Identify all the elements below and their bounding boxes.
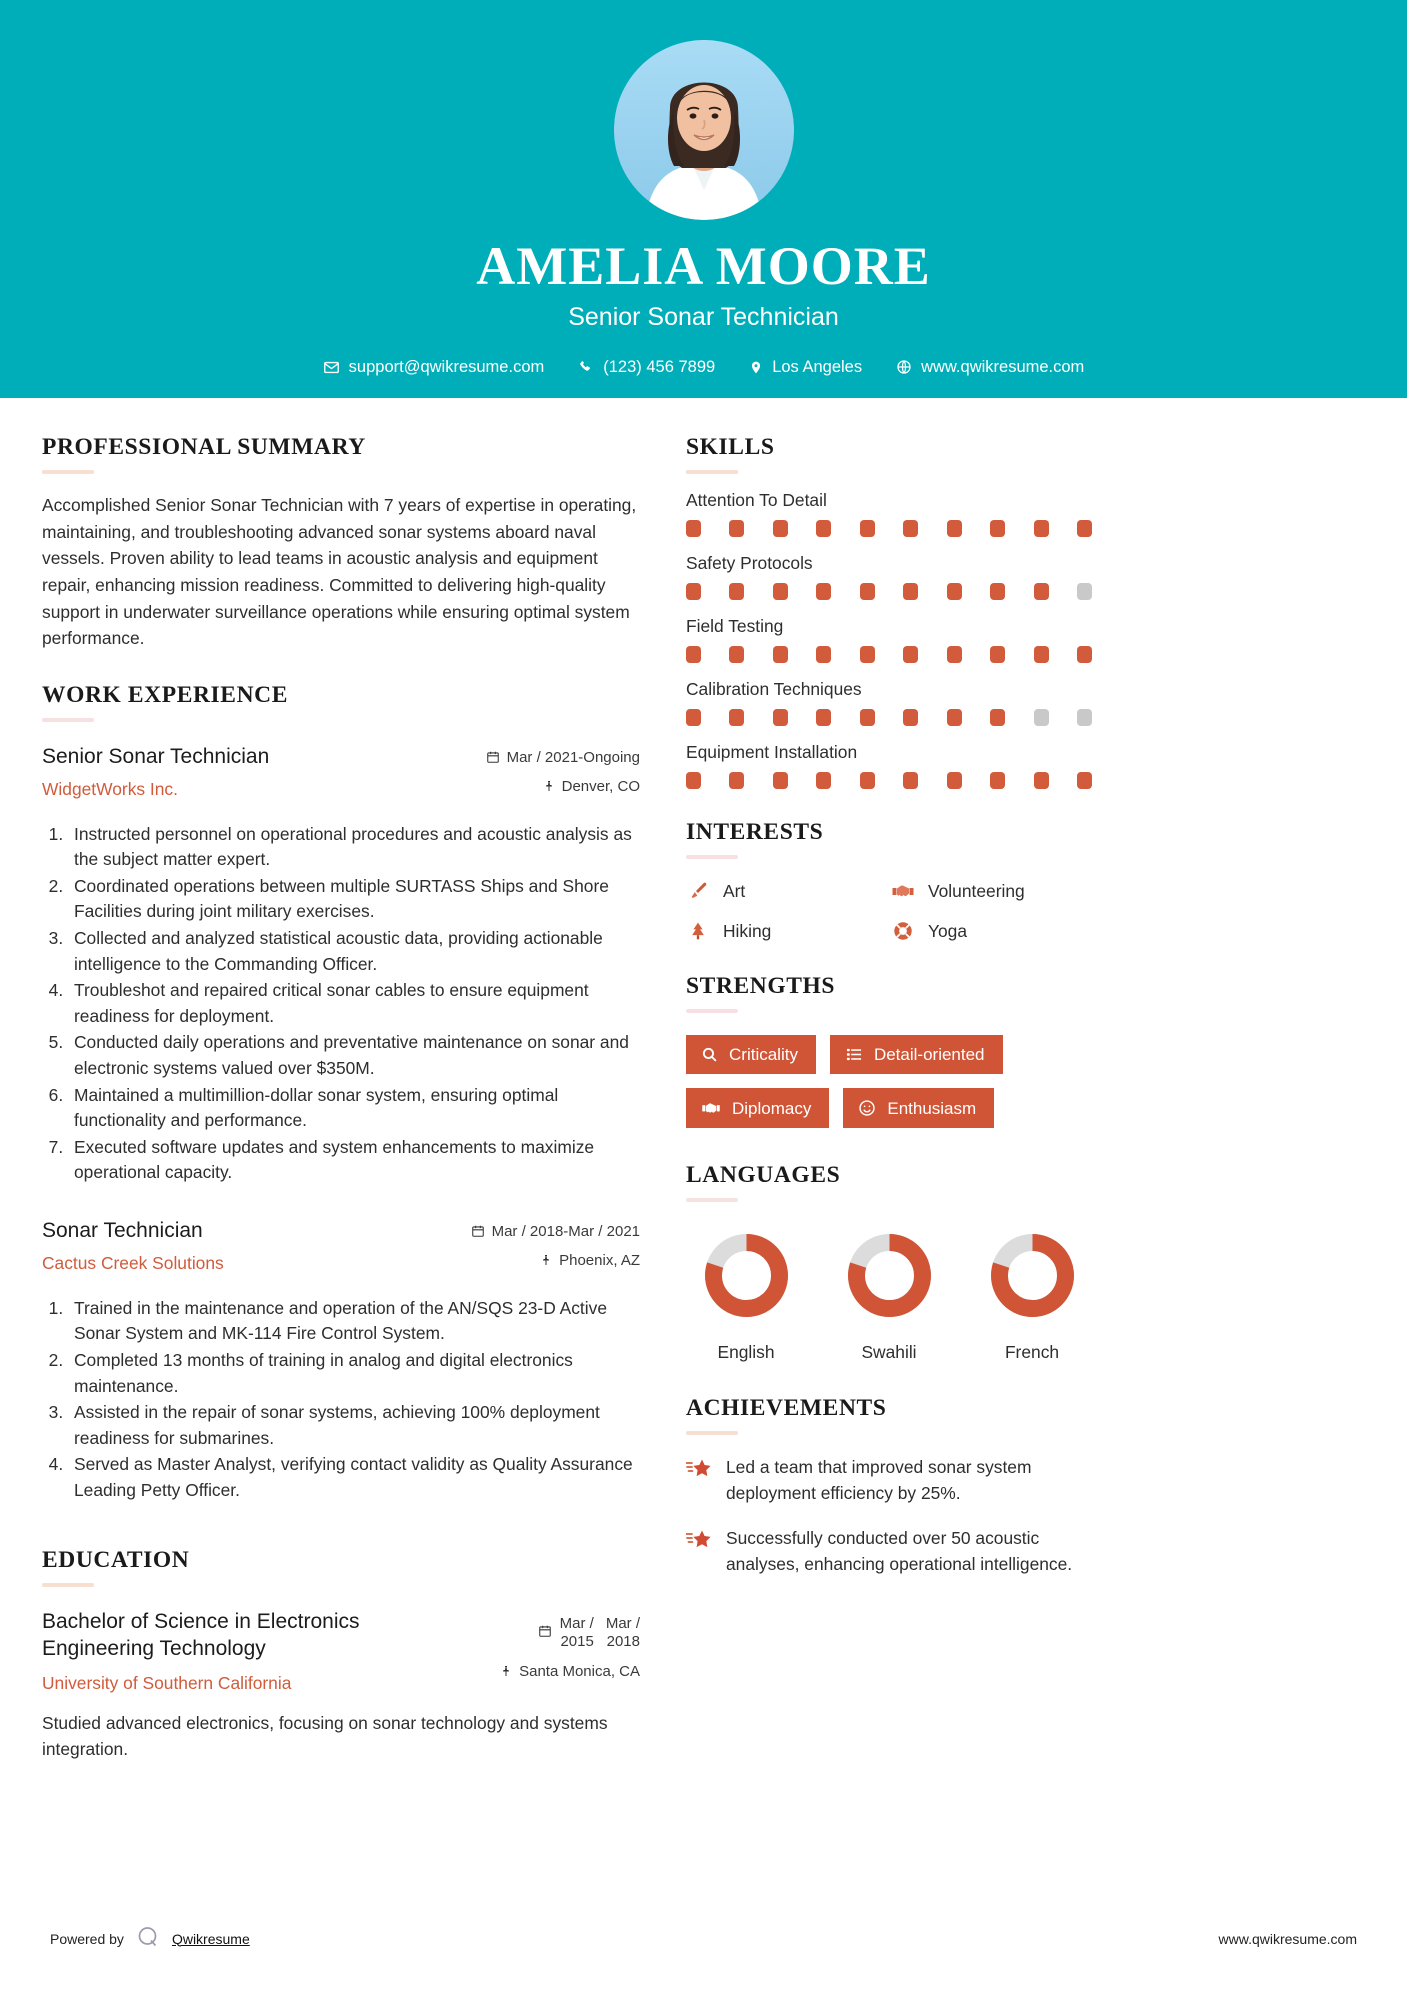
right-column: [678, 434, 1096, 1766]
skill-dot-filled: [860, 772, 875, 789]
section-skills: [686, 434, 1096, 789]
section-professional-summary: [42, 434, 640, 652]
list-item: 7. Executed software updates and system enhancements to maximize operational capacity.: [68, 1135, 640, 1186]
skill-dot-empty: [1077, 709, 1092, 726]
strengths-heading: STRENGTHS: [686, 973, 836, 999]
education-end-year: 2018: [606, 1633, 640, 1651]
skill-dot-filled: [860, 583, 875, 600]
skill-dot-filled: [816, 520, 831, 537]
strength-label: Enthusiasm: [887, 1098, 977, 1118]
powered-by-label: Powered by: [50, 1930, 124, 1947]
section-education: [42, 1547, 640, 1762]
skill-dot-filled: [947, 646, 962, 663]
strength-chip-diplomacy[interactable]: [686, 1088, 829, 1128]
language-item: [972, 1228, 1092, 1363]
skills-heading: SKILLS: [686, 434, 775, 460]
skill-rating: [686, 772, 1092, 789]
skill-rating: [686, 709, 1092, 726]
section-rule: [686, 1009, 738, 1013]
skill-dot-filled: [860, 646, 875, 663]
contact-location-text: Los Angeles: [772, 357, 863, 376]
skill-dot-filled: [686, 772, 701, 789]
section-rule: [686, 1431, 738, 1435]
list-icon: [845, 1046, 863, 1063]
achievements-heading: ACHIEVEMENTS: [686, 1395, 887, 1421]
language-item: [686, 1228, 806, 1363]
summary-text: Accomplished Senior Sonar Technician with 7 years of expertise in operating, maintaining, and troubleshooting advanced sonar systems aboard naval vessels. Proven ability to lead teams in acoustic analysis and equipment repair, enhancing mission readiness. Committed to delivering high-quality support in underwater surveillance operations while ensuring optimal system performance.: [42, 495, 637, 649]
skill-dot-filled: [686, 646, 701, 663]
skill-dot-filled: [947, 583, 962, 600]
location-pin-icon: [749, 359, 763, 376]
skill-dot-filled: [773, 520, 788, 537]
skill-dot-filled: [729, 583, 744, 600]
skill-dot-filled: [729, 709, 744, 726]
skill-dot-filled: [903, 709, 918, 726]
skill-dot-filled: [903, 646, 918, 663]
skill-dot-filled: [1034, 583, 1049, 600]
skill-rating: [686, 583, 1092, 600]
skill-label: Safety Protocols: [686, 553, 813, 573]
skill-dot-filled: [1077, 772, 1092, 789]
list-item: 4. Troubleshot and repaired critical sonar cables to ensure equipment readiness for deployment.: [68, 978, 640, 1029]
brand-link[interactable]: Qwikresume: [171, 1930, 250, 1947]
globe-icon: [896, 359, 912, 375]
interest-item: [686, 919, 891, 943]
strength-label: Criticality: [729, 1045, 798, 1064]
skill-item: [686, 616, 1096, 663]
language-label: Swahili: [861, 1342, 917, 1362]
resume-body: [0, 398, 1407, 1766]
skill-dot-filled: [903, 520, 918, 537]
contact-website-text: www.qwikresume.com: [921, 357, 1085, 376]
skill-dot-filled: [816, 709, 831, 726]
skill-dot-filled: [729, 520, 744, 537]
section-achievements: [686, 1395, 1096, 1577]
interest-item: [891, 879, 1096, 903]
list-item: 4. Served as Master Analyst, verifying contact validity as Quality Assurance Leading Petty Officer.: [68, 1452, 640, 1503]
achievement-text: Successfully conducted over 50 acoustic analyses, enhancing operational intelligence.: [726, 1528, 1073, 1574]
job-bullets: [42, 1296, 640, 1504]
qwikresume-logo-icon: [136, 1925, 160, 1952]
skill-dot-filled: [816, 772, 831, 789]
skill-dot-filled: [686, 520, 701, 537]
section-rule: [686, 855, 738, 859]
education-school: University of Southern California: [42, 1673, 292, 1694]
avatar-photo: [614, 40, 794, 220]
skill-label: Attention To Detail: [686, 490, 827, 510]
contact-website[interactable]: [879, 358, 1101, 377]
skill-dot-filled: [990, 646, 1005, 663]
list-item: 3. Collected and analyzed statistical acoustic data, providing actionable intelligence to the Commanding Officer.: [68, 926, 640, 977]
envelope-icon: [323, 359, 340, 376]
job-dates-text: Mar / 2021-Ongoing: [506, 748, 640, 766]
skill-dot-filled: [1077, 520, 1092, 537]
smiley-icon: [858, 1099, 876, 1117]
interest-label: Art: [723, 880, 746, 901]
achievement-text: Led a team that improved sonar system deployment efficiency by 25%.: [726, 1457, 1032, 1503]
skill-dot-filled: [947, 709, 962, 726]
language-item: [829, 1228, 949, 1363]
job-location-text: Phoenix, AZ: [559, 1251, 640, 1269]
skill-dot-filled: [686, 583, 701, 600]
language-donut: [985, 1228, 1080, 1328]
calendar-icon: [538, 1624, 552, 1642]
phone-icon: [578, 359, 594, 375]
education-dates: [500, 1615, 640, 1650]
skill-item: [686, 553, 1096, 600]
skill-dot-filled: [990, 709, 1005, 726]
summary-heading: PROFESSIONAL SUMMARY: [42, 434, 366, 460]
skill-dot-filled: [990, 583, 1005, 600]
footer: [0, 1925, 1407, 1952]
skill-dot-filled: [816, 646, 831, 663]
job-dates: [471, 1223, 640, 1240]
page-title: AMELIA MOORE: [476, 236, 931, 296]
strength-chip-criticality[interactable]: [686, 1035, 816, 1074]
handshake-icon: [701, 1100, 721, 1117]
strength-label: Detail-oriented: [873, 1045, 985, 1064]
interest-item: [891, 919, 1096, 943]
list-item: 2. Completed 13 months of training in analog and digital electronics maintenance.: [68, 1348, 640, 1399]
contact-email-text: support@qwikresume.com: [348, 357, 545, 376]
skill-dot-filled: [1034, 772, 1049, 789]
pin-icon: [543, 779, 555, 793]
magnifier-icon: [701, 1046, 718, 1063]
list-item: 2. Coordinated operations between multiple SURTASS Ships and Shore Facilities during joint military exercises.: [68, 874, 640, 925]
education-heading: EDUCATION: [42, 1547, 190, 1574]
section-rule: [42, 718, 94, 722]
calendar-icon: [486, 750, 500, 764]
handshake-icon: [891, 879, 915, 903]
skill-label: Equipment Installation: [686, 742, 858, 762]
skill-label: Field Testing: [686, 616, 784, 636]
skill-dot-filled: [860, 520, 875, 537]
job-company: WidgetWorks Inc.: [42, 779, 178, 799]
list-item: 1. Trained in the maintenance and operation of the AN/SQS 23-D Active Sonar System and MK-114 Fire Control System.: [68, 1296, 640, 1347]
strength-label: Diplomacy: [732, 1098, 812, 1118]
skill-item: [686, 490, 1096, 537]
language-donut: [842, 1228, 937, 1328]
skill-dot-filled: [773, 709, 788, 726]
skill-dot-filled: [947, 520, 962, 537]
job-role: Senior Sonar Technician: [42, 744, 270, 768]
skill-dot-filled: [729, 646, 744, 663]
skill-dot-filled: [816, 583, 831, 600]
skill-dot-filled: [686, 709, 701, 726]
education-end-month: Mar /: [605, 1615, 640, 1633]
strength-chip-detail-oriented[interactable]: [830, 1035, 1003, 1074]
shooting-star-icon: [686, 1528, 712, 1557]
interest-label: Yoga: [928, 920, 968, 941]
job-dates: [486, 749, 640, 766]
language-label: French: [1004, 1342, 1060, 1362]
education-start-year: 2015: [560, 1633, 594, 1651]
job-bullets: [42, 822, 640, 1186]
work-entry: [42, 1218, 640, 1504]
skill-item: [686, 742, 1096, 789]
skill-dot-filled: [1034, 646, 1049, 663]
skill-dot-filled: [1077, 646, 1092, 663]
education-start-month: Mar /: [559, 1615, 594, 1633]
contact-phone[interactable]: [561, 358, 732, 377]
skill-dot-filled: [990, 520, 1005, 537]
interest-label: Hiking: [723, 920, 772, 941]
contact-row: [306, 358, 1102, 377]
powered-by: [50, 1925, 250, 1952]
strengths-list: [686, 1035, 1096, 1128]
skill-dot-filled: [903, 583, 918, 600]
list-item: 1. Instructed personnel on operational procedures and acoustic analysis as the subject matter expert.: [68, 822, 640, 873]
job-dates-text: Mar / 2018-Mar / 2021: [491, 1222, 640, 1240]
strength-chip-enthusiasm[interactable]: [843, 1088, 994, 1128]
skill-label: Calibration Techniques: [686, 679, 862, 699]
job-location: [471, 1252, 640, 1269]
education-degree: Bachelor of Science in Electronics Engineering Technology: [42, 1610, 360, 1661]
section-rule: [686, 1198, 738, 1202]
education-location-text: Santa Monica, CA: [519, 1662, 640, 1680]
language-label: English: [717, 1342, 775, 1362]
pin-icon: [540, 1253, 552, 1267]
skill-dot-filled: [947, 772, 962, 789]
contact-email[interactable]: [306, 358, 562, 377]
interests-heading: INTERESTS: [686, 819, 824, 845]
languages-row: [686, 1228, 1092, 1363]
interest-item: [686, 879, 891, 903]
work-heading: WORK EXPERIENCE: [42, 681, 288, 708]
education-entry: [42, 1609, 640, 1762]
interests-grid: [686, 879, 1096, 943]
list-item: 5. Conducted daily operations and preventative maintenance on sonar and electronic systems valued over $350M.: [68, 1030, 640, 1081]
section-work-experience: [42, 682, 640, 1504]
section-languages: [686, 1162, 1096, 1363]
achievement-item: [686, 1526, 1096, 1577]
job-role: Sonar Technician: [42, 1218, 203, 1242]
skill-rating: [686, 646, 1092, 663]
skill-dot-filled: [990, 772, 1005, 789]
language-donut: [699, 1228, 794, 1328]
work-entry: [42, 744, 640, 1186]
skill-dot-empty: [1034, 709, 1049, 726]
pin-icon: [500, 1664, 512, 1678]
paintbrush-icon: [686, 879, 710, 903]
education-description: Studied advanced electronics, focusing on sonar technology and systems integration.: [42, 1713, 608, 1760]
skill-rating: [686, 520, 1092, 537]
list-item: 3. Assisted in the repair of sonar systems, achieving 100% deployment readiness for submarines.: [68, 1400, 640, 1451]
skill-dot-filled: [773, 583, 788, 600]
skill-dot-empty: [1077, 583, 1092, 600]
job-title: Senior Sonar Technician: [568, 302, 839, 331]
avatar: [614, 40, 794, 220]
skill-dot-filled: [903, 772, 918, 789]
calendar-icon: [471, 1224, 485, 1238]
skill-item: [686, 679, 1096, 726]
resume-header: [0, 0, 1407, 398]
shooting-star-icon: [686, 1457, 712, 1486]
section-interests: [686, 819, 1096, 943]
contact-phone-text: (123) 456 7899: [603, 357, 716, 376]
list-item: 6. Maintained a multimillion-dollar sonar system, ensuring optimal functionality and performance.: [68, 1083, 640, 1134]
lifebuoy-icon: [891, 919, 915, 943]
section-rule: [42, 1583, 94, 1587]
interest-label: Volunteering: [928, 880, 1025, 901]
left-column: [42, 434, 640, 1766]
languages-heading: LANGUAGES: [686, 1162, 841, 1188]
skill-dot-filled: [860, 709, 875, 726]
contact-location[interactable]: [732, 358, 879, 377]
skill-dot-filled: [1034, 520, 1049, 537]
achievement-item: [686, 1455, 1096, 1506]
job-company: Cactus Creek Solutions: [42, 1253, 224, 1274]
section-rule: [42, 470, 94, 474]
job-location: [486, 778, 640, 795]
skill-dot-filled: [773, 646, 788, 663]
footer-url: www.qwikresume.com: [1218, 1930, 1357, 1947]
job-location-text: Denver, CO: [561, 777, 640, 795]
tree-icon: [686, 919, 710, 943]
section-strengths: [686, 973, 1096, 1128]
skill-dot-filled: [773, 772, 788, 789]
education-location: [500, 1663, 640, 1680]
skill-dot-filled: [729, 772, 744, 789]
section-rule: [686, 470, 738, 474]
